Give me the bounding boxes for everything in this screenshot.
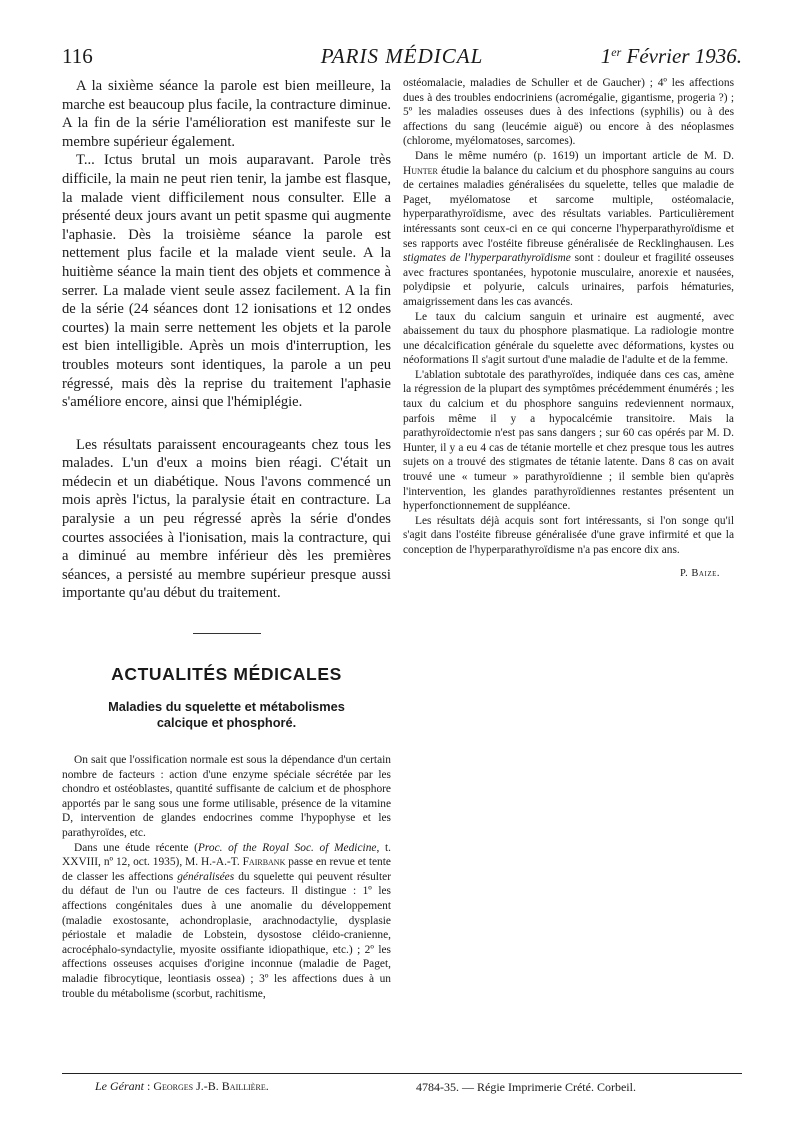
article-paragraph: Le taux du calcium sanguin et urinaire est augmenté, avec abaissement du taux du phosphore plasmatique. La radiologie montre une décalcification générale du squelette avec déformations, kystes ou néoformations Il s'agit surtout d'une maladie de l'adulte et de la femme.: [403, 310, 734, 367]
paragraph: Les résultats paraissent encourageants chez tous les malades. L'un d'eux a moins bien réagi. C'était un médecin et un diabétique. Nous l'avons commencé un mois après l'ictus, la paralysie était en contracture. La paralysie a un peu régressé après la série d'ondes courtes associées à l'ionisation, mais la contracture, qui a diminué au membre inférieur dès les premières séances, a persisté au membre supérieur presque aussi importante qu'au début du traitement.: [62, 436, 391, 602]
author-signature: P. Baize.: [680, 567, 720, 579]
left-column: [62, 77, 391, 1001]
footer-gerant: Le Gérant : Georges J.-B. Baillière.: [95, 1079, 269, 1093]
article-paragraph: L'ablation subtotale des parathyroïdes, indiquée dans ces cas, amène la régression de la plupart des symptômes précédemment énumérés ; les taux du calcium et du phosphore sanguins redeviennent normaux, parfois même il y a hypocalcémie transitoire. Mais la parathyroïdectomie n'est pas sans dangers ; sur 60 cas opérés par M. D. Hunter, il y a eu 4 cas de tétanie mortelle et chez presque tous les autres sujets on a trouvé des stigmates de tétanie latente. Dans 8 cas on avait trouvé une « tumeur » parathyroïdienne ; il semble bien qu'après l'intervention, les glandes parathyroïdiennes restantes présentent un hyperfonctionnement de suppléance.: [403, 368, 734, 513]
article-paragraph: Dans le même numéro (p. 1619) un important article de M. D. Hunter étudie la balance du calcium et du phosphore sanguins au cours de certaines maladies généralisées du squelette, telles que maladie de Paget, myélomatose et sarcome multiple, ostéomalacie, hyperparathyroïdisme, avec des résultats variables. Particulièrement intéressants sont ceux-ci en ce qui concerne l'hyperparathyroïdisme et ses rapports avec l'ostéite fibreuse généralisée de Recklinghausen. Les stigmates de l'hyperparathyroïdisme sont : douleur et fragilité osseuses avec fractures spontanées, hypotonie musculaire, anorexie et nausées, polydipsie et polyurie, calculs urinaires, parfois hématuries, amaigrissement dans les cas avancés.: [403, 149, 734, 308]
article-paragraph: Les résultats déjà acquis sont fort intéressants, si l'on songe qu'il s'agit dans l'ostéite fibreuse généralisée d'une grave infirmité et que la conception de l'hyperparathyroïdisme n'a pas encore dix ans.: [403, 514, 734, 556]
article-title: Maladies du squelette et métabolismes calcique et phosphoré.: [108, 699, 345, 731]
page-header: [62, 44, 742, 70]
article-paragraph: On sait que l'ossification normale est sous la dépendance d'un certain nombre de facteurs : action d'une enzyme spéciale sécrétée par les chondro et ostéoblastes, quantité suffisante de calcium et de phosphore apportés par le sang sous une forme utilisable, présence de la vitamine D, intervention de glandes endocrines comme l'hypophyse et les parathyroïdes, etc.: [62, 754, 391, 839]
right-column: [403, 76, 734, 579]
paragraph: A la sixième séance la parole est bien meilleure, la marche est beaucoup plus facile, la contracture diminue. A la fin de la série l'amélioration est manifeste sur le membre supérieur également.: [62, 78, 391, 150]
journal-title: PARIS MÉDICAL: [320, 44, 484, 68]
section-title: ACTUALITÉS MÉDICALES: [111, 664, 342, 685]
footer-rule: [62, 1073, 742, 1074]
section-divider: [193, 633, 261, 634]
article-paragraph: Dans une étude récente (Proc. of the Royal Soc. of Medicine, t. XXVIII, nº 12, oct. 1935), M. H.-A.-T. Fairbank passe en revue et tente de classer les affections généralisées du squelette qui peuvent résulter du défaut de l'un ou l'autre de ces facteurs. Il distingue : 1º les affections congénitales dues à une anomalie du développement (maladie exostosante, achondroplasie, arachnodactylie, dysplasie périostale et maladie de Lobstein, dysostose cléido-cranienne, acrocéphalo-syndactylie, myosite ossifiante idiopathique, etc.) ; 2º les affections osseuses acquises d'origine inconnue (maladie de Paget, maladie fibrocytique, leontiasis ossea) ; 3º les affections dues à un trouble du métabolisme (scorbut, rachitisme,: [62, 841, 391, 1000]
article-paragraph: ostéomalacie, maladies de Schuller et de Gaucher) ; 4º les affections dues à des troubles endocriniens (acromégalie, gigantisme, progeria ?) ; 5º les maladies osseuses dues à des infections (syphilis) ou à des affections du sang (leucémie aiguë) ou encore à des néoplasmes (chlorome, myélomatoses, sarcomes).: [403, 77, 734, 148]
issue-date: 1er Février 1936.: [600, 44, 742, 68]
footer-printer: 4784-35. — Régie Imprimerie Crété. Corbeil.: [416, 1080, 636, 1094]
paragraph: T... Ictus brutal un mois auparavant. Parole très difficile, la main ne peut rien tenir, la jambe est flasque, la malade vient difficilement nous consulter. Elle a présenté deux jours avant un petit spasme qui augmente l'aphasie. Dès la troisième séance la parole est nettement plus facile et la malade vient seule. A la huitième séance la main tient des objets et commence à serrer. La malade vient seule assez facilement. A la fin de la série (24 séances dont 12 ionisations et 12 ondes courtes) la main serre nettement les objets et la parole est bien intelligible. Après un mois d'interruption, les troubles moteurs sont identiques, la parole a un peu régressé, mais dès la reprise du traitement l'aphasie s'améliore encore, ainsi que l'hémiplégie.: [62, 152, 391, 411]
page-number: 116: [62, 44, 93, 68]
